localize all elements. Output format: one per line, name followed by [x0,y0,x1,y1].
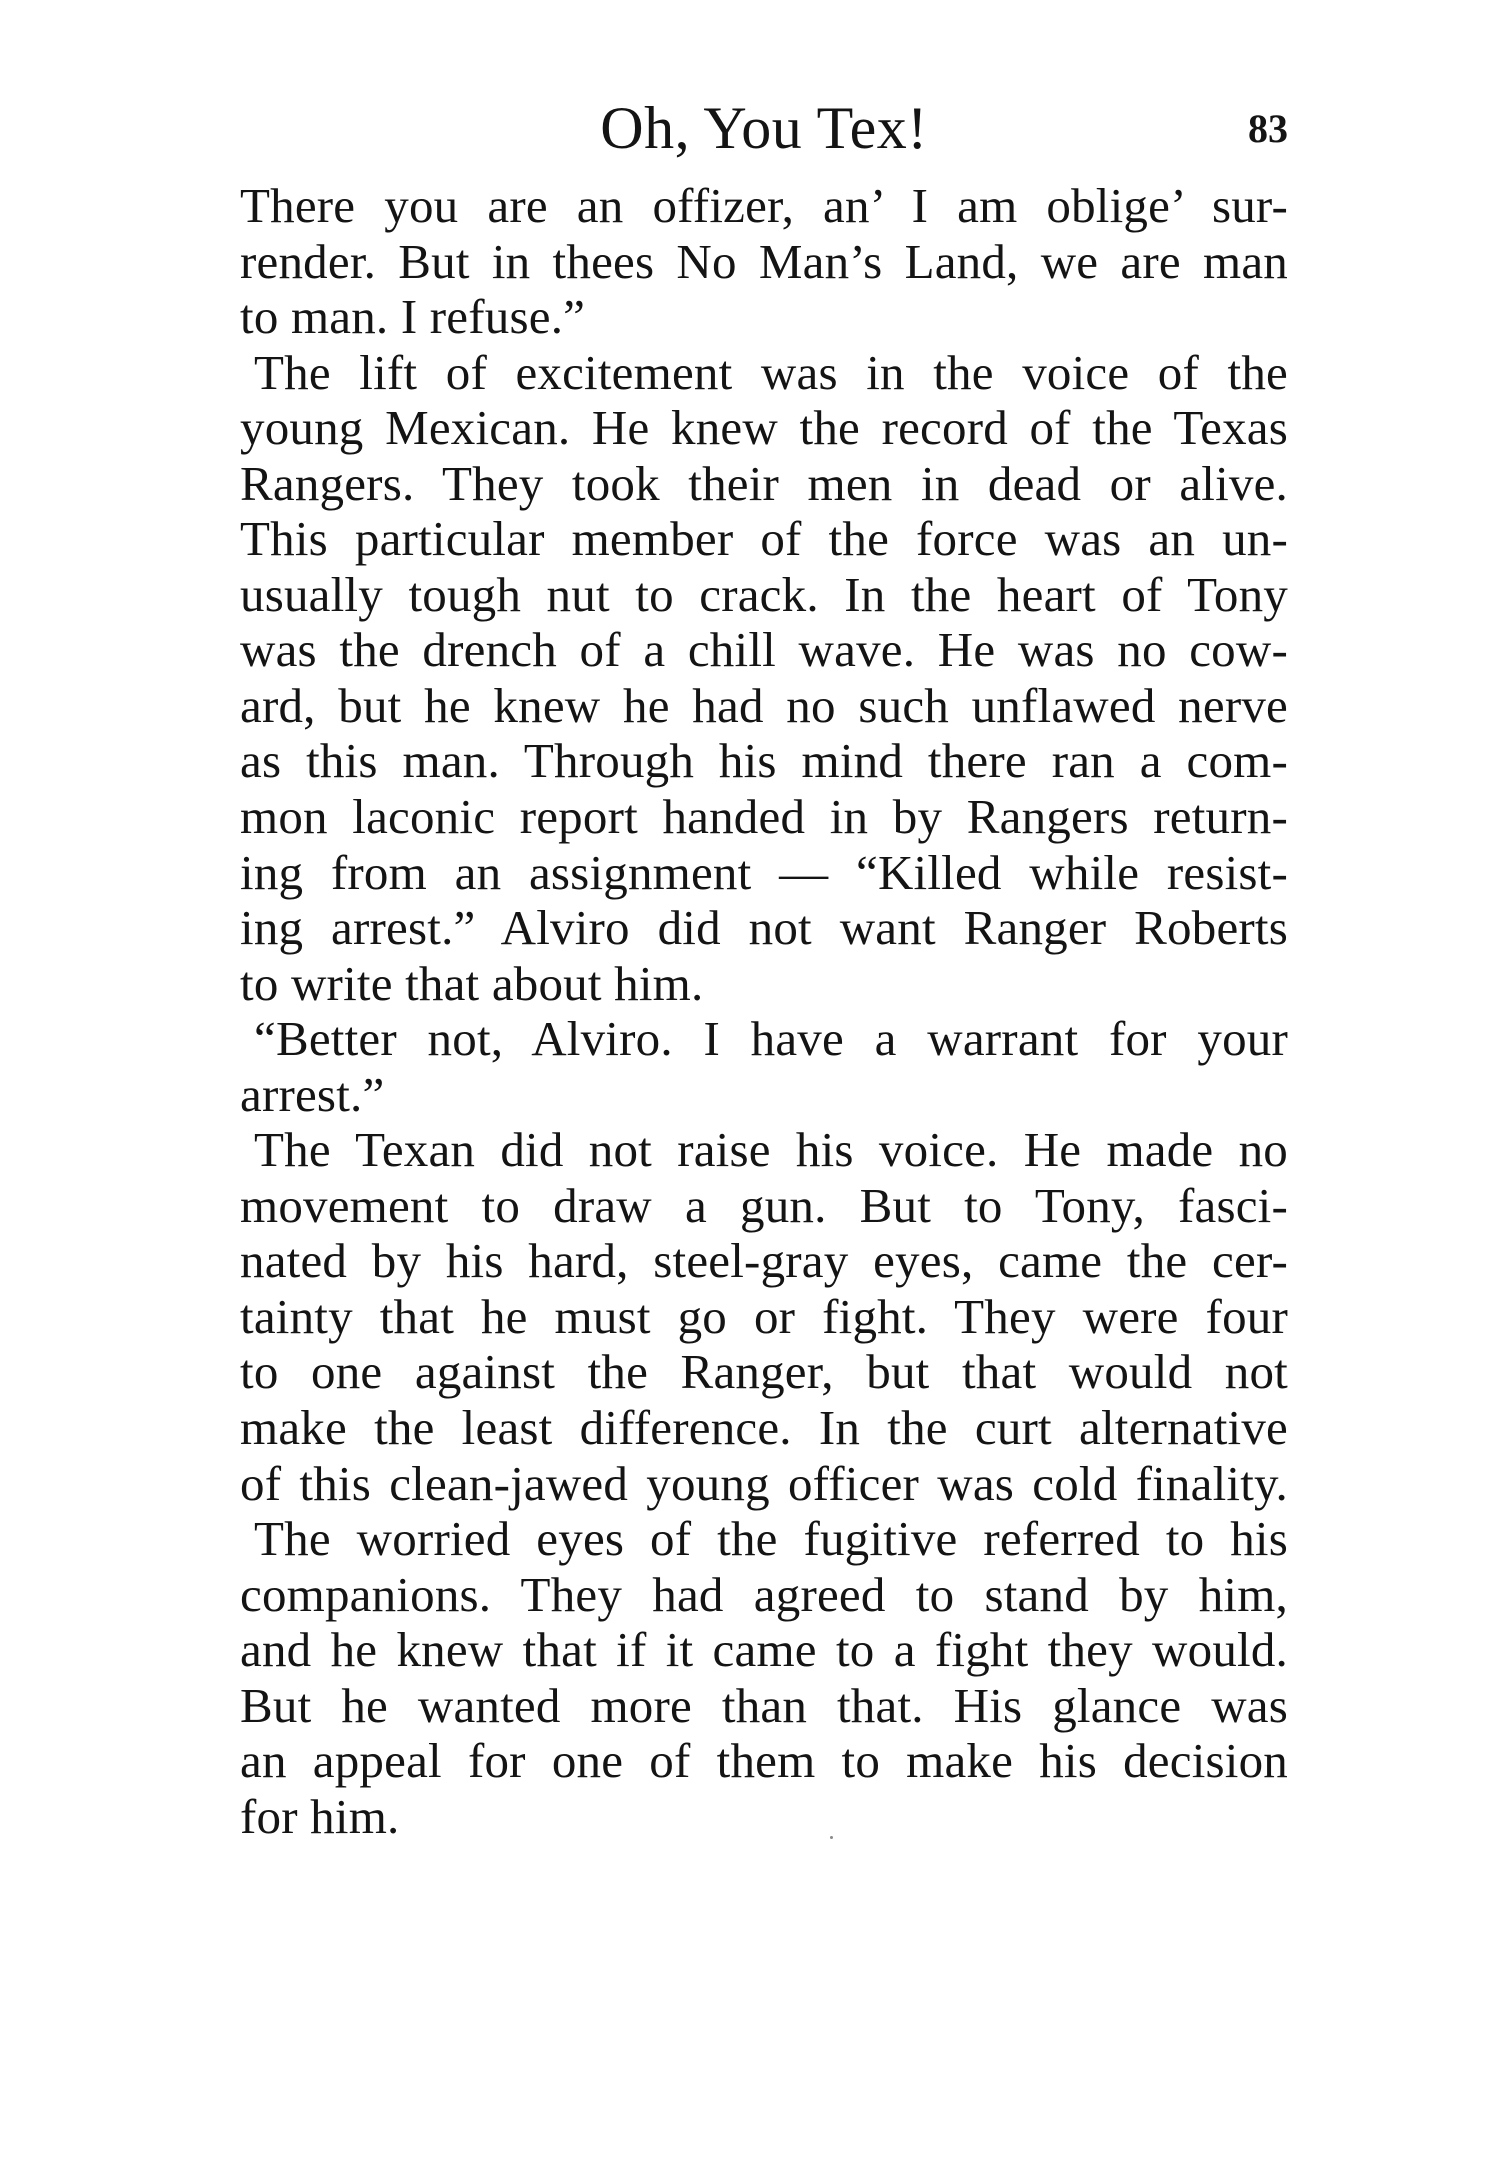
text-line: But he wanted more than that. His glance was [240,1677,1288,1733]
text-line: render. But in thees No Man’s Land, we are man [240,233,1288,289]
text-line: as this man. Through his mind there ran a com- [240,733,1288,789]
text-line: The Texan did not raise his voice. He made no [254,1122,1288,1178]
text-line: make the least difference. In the curt alternative [240,1400,1288,1456]
text-line: ard, but he knew he had no such unflawed nerve [240,677,1288,733]
text-line: This particular member of the force was an un- [240,511,1288,567]
text-line: to man. I refuse.” [240,289,586,345]
text-line: to one against the Ranger, but that would not [240,1344,1288,1400]
scan-speck [830,1836,833,1839]
body-text [240,178,1288,1844]
text-line: “Better not, Alviro. I have a warrant for your [254,1011,1288,1067]
text-line: There you are an offizer, an’ I am oblige’ sur- [240,178,1288,233]
text-line: ing from an assignment — “Killed while resist- [240,844,1288,900]
text-line: of this clean-jawed young officer was cold finality. [240,1455,1288,1511]
text-line: young Mexican. He knew the record of the Texas [240,400,1288,456]
text-line: mon laconic report handed in by Rangers return- [240,789,1288,845]
text-line: usually tough nut to crack. In the heart of Tony [240,566,1288,622]
text-line: companions. They had agreed to stand by him, [240,1566,1288,1622]
text-line: was the drench of a chill wave. He was no cow- [240,622,1288,678]
page-number: 83 [1248,106,1288,151]
text-line: nated by his hard, steel-gray eyes, came the cer- [240,1233,1288,1289]
text-line: arrest.” [240,1066,385,1122]
text-line: tainty that he must go or fight. They were four [240,1288,1288,1344]
text-line: movement to draw a gun. But to Tony, fasci- [240,1177,1288,1233]
text-line: The lift of excitement was in the voice of the [254,344,1288,400]
running-head [240,88,1288,168]
text-line: an appeal for one of them to make his decision [240,1733,1288,1789]
text-line: ing arrest.” Alviro did not want Ranger Roberts [240,900,1288,956]
running-title: Oh, You Tex! [600,95,928,161]
text-line: to write that about him. [240,955,704,1011]
text-line: and he knew that if it came to a fight they would. [240,1622,1288,1678]
text-line: Rangers. They took their men in dead or alive. [240,455,1288,511]
text-line: The worried eyes of the fugitive referred to his [254,1511,1288,1567]
text-line: for him. [240,1788,400,1844]
